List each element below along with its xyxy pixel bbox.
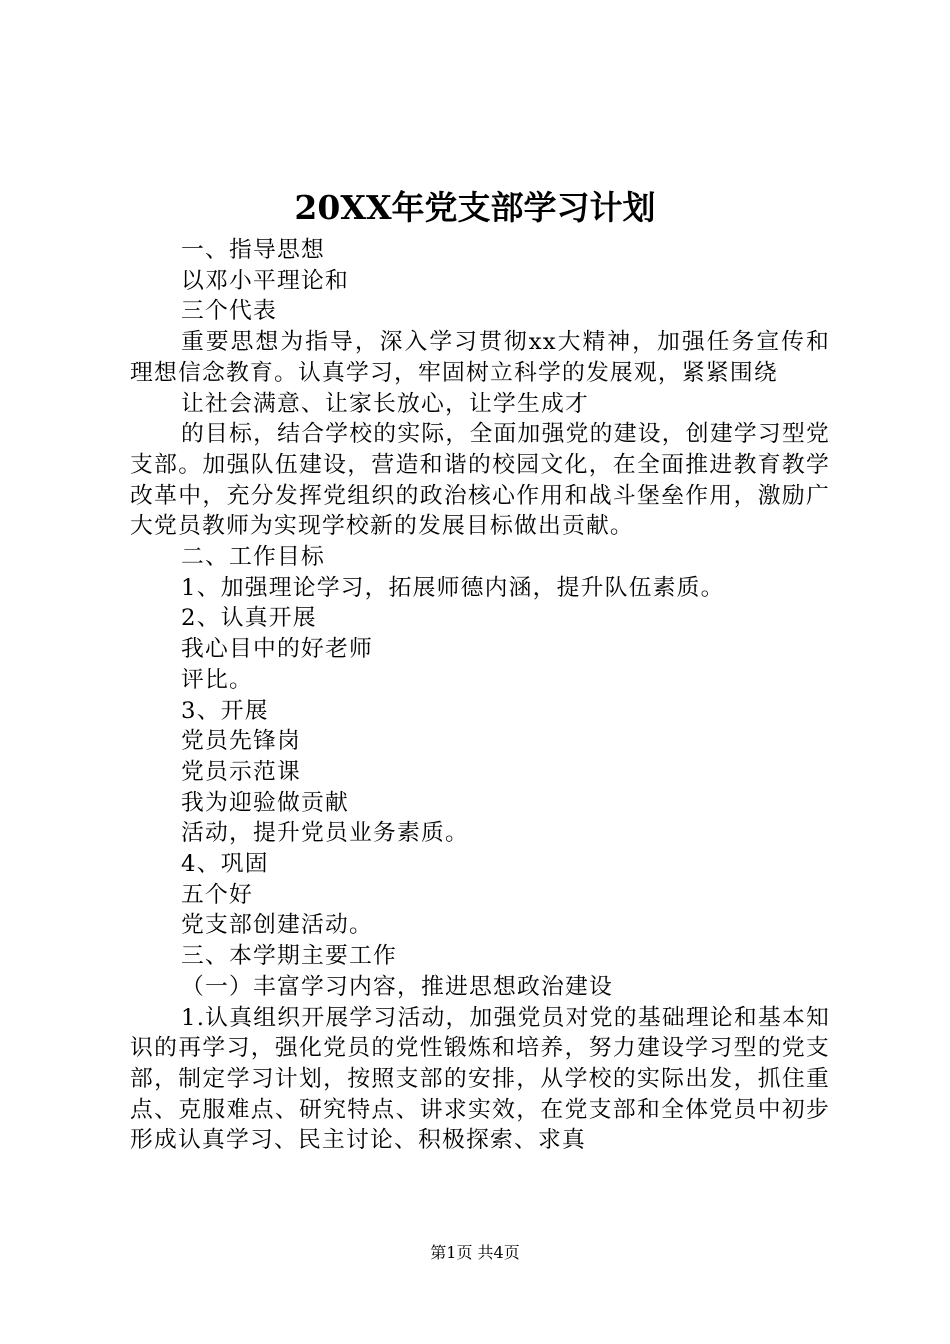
- document-body: [130, 235, 830, 1156]
- paragraph: 党员示范课: [181, 758, 301, 785]
- paragraph: 我为迎验做贡献: [181, 789, 349, 816]
- paragraph: 让社会满意、让家长放心，让学生成才: [181, 390, 589, 417]
- paragraph: （一）丰富学习内容，推进思想政治建设: [181, 973, 613, 1000]
- paragraph: 2、认真开展: [181, 605, 317, 632]
- paragraph: 党支部创建活动。: [181, 912, 373, 939]
- paragraph: 3、开展: [181, 697, 269, 724]
- paragraph: 1.认真组织开展学习活动，加强党员对党的基础理论和基本知识的再学习，强化党员的党性锻炼和培养，努力建设学习型的党支部，制定学习计划，按照支部的安排，从学校的实际出发，抓住重点、克服难点、研究特点、讲求实效，在党支部和全体党员中初步形成认真学习、民主讨论、积极探索、求真: [130, 1004, 830, 1154]
- paragraph: 一、指导思想: [181, 237, 325, 263]
- paragraph: 二、工作目标: [181, 544, 325, 571]
- paragraph: 三、本学期主要工作: [181, 943, 397, 970]
- document-title: 20XX年党支部学习计划: [294, 188, 656, 227]
- paragraph: 重要思想为指导，深入学习贯彻xx大精神，加强任务宣传和理想信念教育。认真学习，牢固树立科学的发展观，紧紧围绕: [130, 329, 830, 386]
- paragraph: 以邓小平理论和: [181, 267, 349, 294]
- paragraph: 我心目中的好老师: [181, 636, 373, 663]
- paragraph: 的目标，结合学校的实际，全面加强党的建设，创建学习型党支部。加强队伍建设，营造和谐的校园文化，在全面推进教育教学改革中，充分发挥党组织的政治核心作用和战斗堡垒作用，激励广大党员教师为实现学校新的发展目标做出贡献。: [130, 421, 830, 540]
- paragraph: 党员先锋岗: [181, 728, 301, 755]
- paragraph: 活动，提升党员业务素质。: [181, 820, 469, 847]
- paragraph: 1、加强理论学习，拓展师德内涵，提升队伍素质。: [181, 574, 725, 601]
- page-footer: 第1页 共4页: [430, 1243, 520, 1262]
- paragraph: 评比。: [181, 666, 253, 693]
- paragraph: 4、巩固: [181, 851, 269, 878]
- paragraph: 三个代表: [181, 298, 277, 325]
- paragraph: 五个好: [181, 881, 253, 908]
